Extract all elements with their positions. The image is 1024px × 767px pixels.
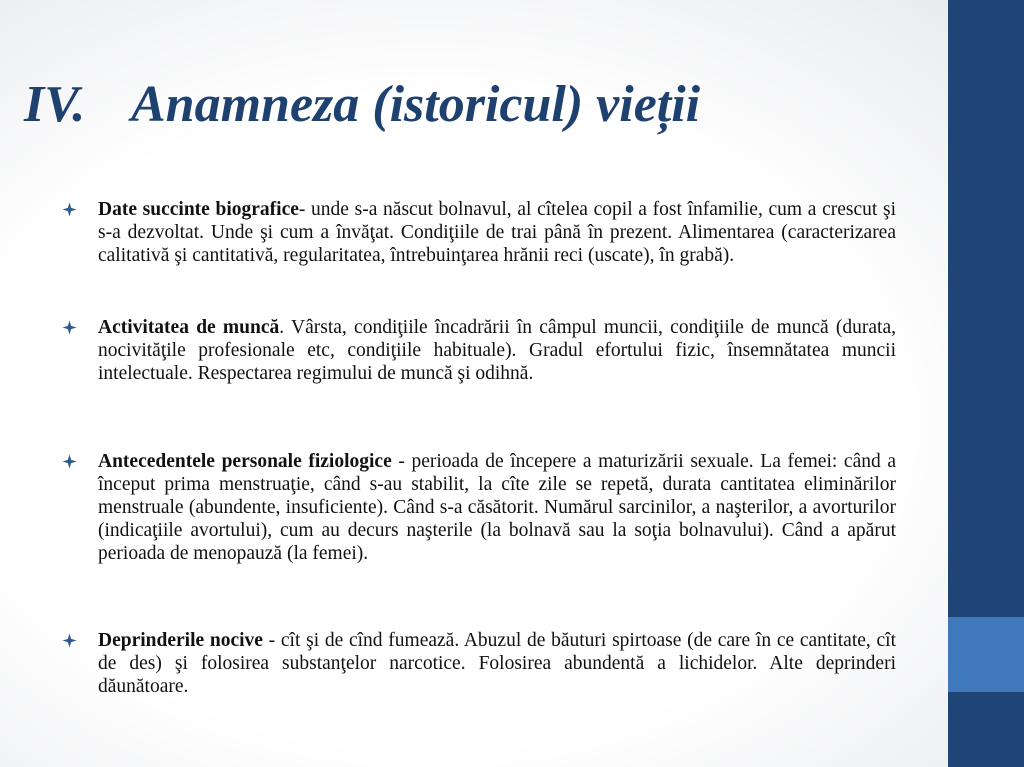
list-item-work [62, 316, 896, 414]
diamond-star-icon [62, 320, 77, 335]
list-item-biography [62, 198, 896, 296]
item-text: . Vârsta, condiţiile încadrării în câmpul muncii, condiţiile de muncă (durata, nocivităţile profesionale etc, condiţiile habituale). Gradul efortului fizic, însemnătatea muncii intelectuale. Respectarea regimului de muncă şi odihnă. [98, 317, 896, 384]
title-text: Anamneza (istoricul) vieții [131, 76, 701, 133]
item-heading: Antecedentele personale fiziologice [98, 451, 392, 472]
title-number: IV. [24, 76, 86, 133]
bullet-list [62, 198, 896, 704]
sidebar-accent-block [948, 617, 1024, 692]
diamond-star-icon [62, 202, 77, 217]
item-heading: Activitatea de muncă [98, 317, 280, 338]
list-item-physiological [62, 450, 896, 595]
item-text: - cît şi de cînd fumează. Abuzul de băuturi spirtoase (de care în ce cantitate, cît de des) şi folosirea substanţelor narcotice. Folosirea abundentă a lichidelor. Alte deprinderi dăunătoare. [98, 630, 897, 697]
item-heading: Deprinderile nocive [98, 630, 263, 651]
diamond-star-icon [62, 633, 77, 648]
item-text: - perioada de începere a maturizării sexuale. La femei: când a început prima menstruaţie, când s-au stabilit, la cîte zile se repetă, durata cantitatea eliminărilor menstruale (abundente, insuficiente). Când s-a căsătorit. Numărul sarcinilor, a naşterilor, a avorturilor (indicaţiile avortului), cum au decurs naşterile (la bolnavă sau la soţia bolnavului). Când a apărut perioada de menopauză (la femei). [98, 451, 896, 564]
diamond-star-icon [62, 454, 77, 469]
slide-title [24, 70, 700, 140]
item-heading: Date succinte biografice [98, 199, 299, 220]
item-text: - unde s-a născut bolnavul, al cîtelea copil a fost înfamilie, cum a crescut şi s-a dezvoltat. Unde şi cum a învăţat. Condiţiile de trai până în prezent. Alimentarea (caracterizarea calitativă şi cantitativă, regularitatea, întrebuinţarea hrănii reci (uscate), în grabă). [98, 199, 896, 266]
list-item-harmful-habits [62, 629, 896, 704]
